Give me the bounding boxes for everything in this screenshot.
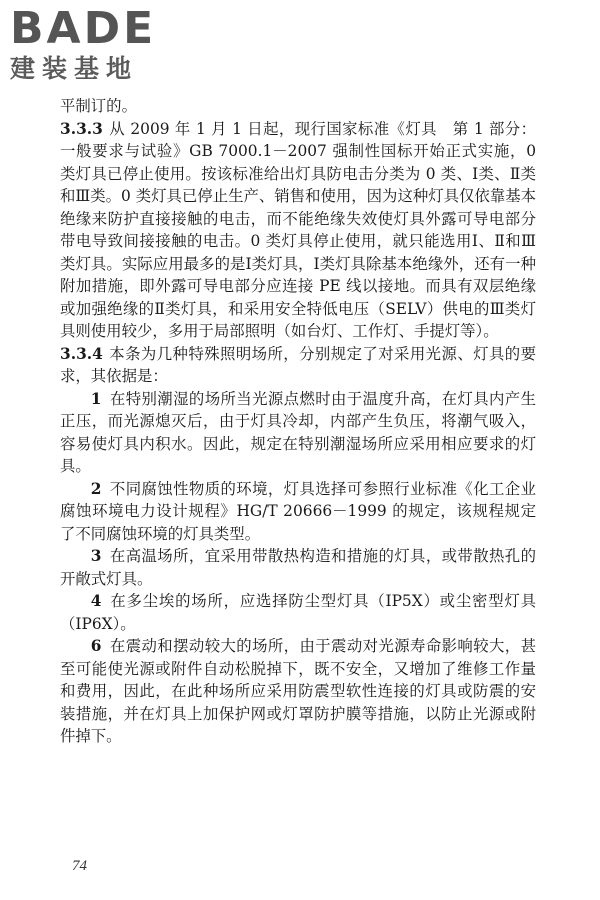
page-number: 74	[72, 858, 87, 874]
section-3-3-4	[60, 343, 536, 388]
item-number: 6	[90, 637, 102, 655]
item-number: 4	[90, 592, 102, 610]
item-text: 在高温场所，宜采用带散热构造和措施的灯具，或带散热孔的开敞式灯具。	[60, 547, 536, 588]
lead-paragraph: 平制订的。	[60, 97, 137, 115]
list-item	[60, 545, 536, 590]
list-item	[60, 635, 536, 748]
logo-subtitle: 建装基地	[10, 54, 139, 83]
item-text: 在多尘埃的场所，应选择防尘型灯具（IP5X）或尘密型灯具（IP6X）。	[60, 592, 536, 633]
list-item	[60, 478, 536, 546]
list-item	[60, 388, 536, 478]
section-3-3-3	[60, 118, 536, 343]
item-number: 1	[90, 389, 102, 408]
section-text: 本条为几种特殊照明场所，分别规定了对采用光源、灯具的要求，其依据是：	[60, 344, 536, 385]
section-text: 从 2009 年 1 月 1 日起，现行国家标准《灯具 第 1 部分：一般要求与试验》GB 7000.1－2007 强制性国标开始正式实施，0 类灯具已停止使用。按该标准给出灯具防电击分类为 0 类、Ⅰ类、Ⅱ类和Ⅲ类。0 类灯具已停止生产、销售和使用，因为这种灯具仅依靠基本绝缘来防护直接接触的电击，而不能绝缘失效使灯具外露可导电部分带电导致间接接触的电击。0 类灯具停止使用，就只能选用Ⅰ、Ⅱ和Ⅲ类灯具。实际应用最多的是Ⅰ类灯具，Ⅰ类灯具除基本绝缘外，还有一种附加措施，即外露可导电部分应连接 PE 线以接地。而具有双层绝缘或加强绝缘的Ⅱ类灯具，和采用安全特低电压（SELV）供电的Ⅲ类灯具则使用较少，多用于局部照明（如台灯、工作灯、手提灯等）。	[60, 119, 536, 340]
logo-brand-text: BADE	[10, 3, 157, 54]
item-number: 3	[90, 547, 102, 565]
list-item	[60, 590, 536, 635]
item-text: 不同腐蚀性物质的环境，灯具选择可参照行业标准《化工企业腐蚀环境电力设计规程》HG/T 20666－1999 的规定，该规程规定了不同腐蚀环境的灯具类型。	[60, 479, 536, 543]
item-text: 在震动和摆动较大的场所，由于震动对光源寿命影响较大，甚至可能使光源或附件自动松脱掉下，既不安全，又增加了维修工作量和费用，因此，在此种场所应采用防震型软性连接的灯具或防震的安装措施，并在灯具上加保护网或灯罩防护膜等措施，以防止光源或附件掉下。	[60, 637, 536, 745]
item-text: 在特别潮湿的场所当光源点燃时由于温度升高，在灯具内产生正压，而光源熄灭后，由于灯具冷却，内部产生负压，将潮气吸入，容易使灯具内积水。因此，规定在特别潮湿场所应采用相应要求的灯具。	[60, 389, 536, 475]
section-number: 3.3.4	[60, 344, 103, 363]
document-body	[60, 95, 536, 748]
brand-logo	[10, 3, 180, 84]
item-number: 2	[90, 479, 102, 498]
section-number: 3.3.3	[60, 119, 103, 138]
